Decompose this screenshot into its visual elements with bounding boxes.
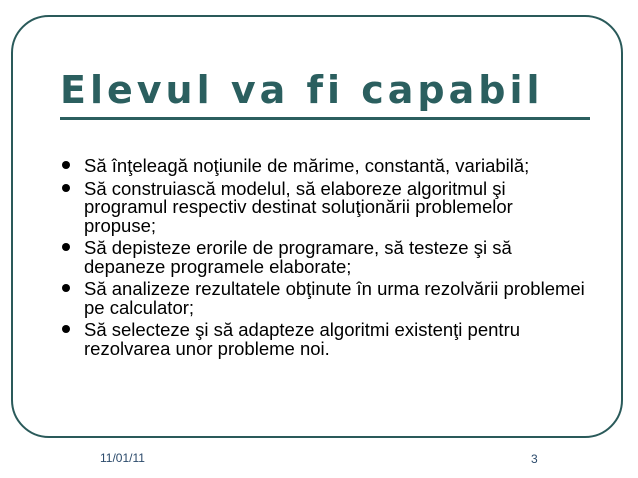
bullet-item	[62, 321, 587, 358]
bullet-item	[62, 280, 587, 317]
bullet-icon	[62, 243, 70, 251]
bullet-item	[62, 157, 587, 176]
bullet-list	[62, 157, 587, 362]
title-underline	[60, 117, 590, 120]
bullet-item	[62, 177, 587, 236]
bullet-text: Să depisteze erorile de programare, să testeze şi să depaneze programele elaborate;	[84, 237, 512, 277]
bullet-text: Să selecteze şi să adapteze algoritmi existenţi pentru rezolvarea unor probleme noi.	[84, 319, 521, 359]
slide-title: Elevul va fi capabil	[60, 68, 544, 112]
page-number: 3	[531, 452, 538, 466]
bullet-text: Să construiască modelul, să elaboreze algoritmul şi programul respectiv destinat soluţionării problemelor propuse;	[84, 177, 513, 236]
bullet-item	[62, 239, 587, 276]
footer-date: 11/01/11	[100, 451, 145, 465]
bullet-icon	[62, 184, 70, 192]
bullet-icon	[62, 284, 70, 292]
bullet-icon	[62, 161, 70, 169]
bullet-text: Să analizeze rezultatele obţinute în urma rezolvării problemei pe calculator;	[84, 278, 585, 318]
bullet-icon	[62, 325, 70, 333]
bullet-text: Să înţeleagă noţiunile de mărime, constantă, variabilă;	[84, 155, 530, 176]
